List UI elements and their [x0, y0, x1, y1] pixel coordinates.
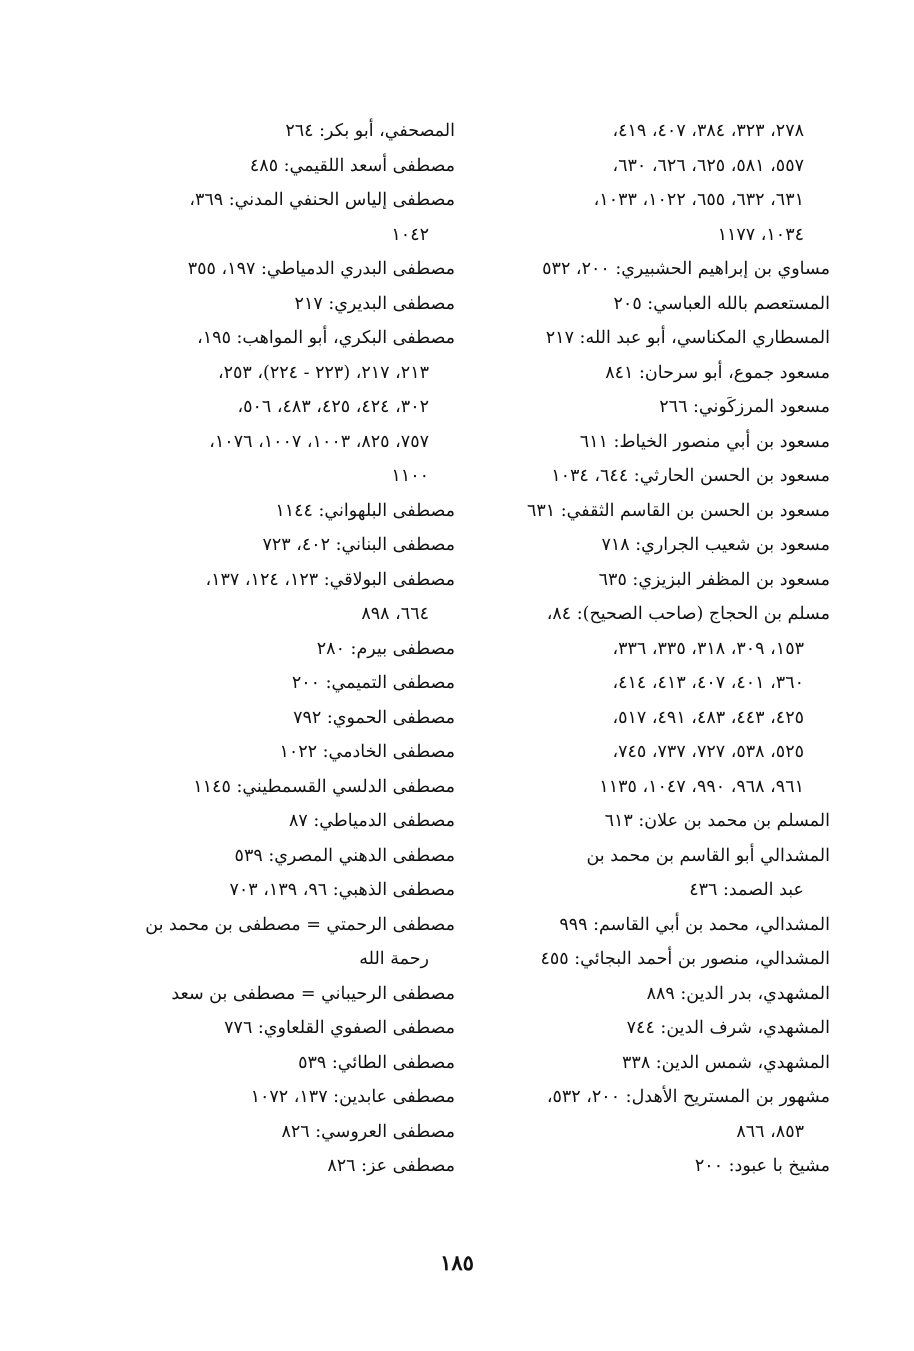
index-entry-line: مصطفى التميمي: ٢٠٠	[291, 673, 455, 693]
index-entry-line: ٦٣١، ٦٣٢، ٦٥٥، ١٠٢٢، ١٠٣٣،	[593, 190, 804, 210]
index-entry-line: مصطفى الذهبي: ٩٦، ١٣٩، ٧٠٣	[229, 880, 455, 900]
index-entry-line: ١٠٤٢	[391, 224, 429, 245]
index-entry-line: مساوي بن إبراهيم الحشبيري: ٢٠٠، ٥٣٢	[542, 259, 830, 279]
index-entry-line: مصطفى البديري: ٢١٧	[294, 293, 455, 314]
index-entry-line: مصطفى الصفوي القلعاوي: ٧٧٦	[224, 1018, 455, 1038]
index-entry-line: مصطفى البكري، أبو المواهب: ١٩٥،	[197, 328, 455, 348]
index-entry-line: المشهدي، بدر الدين: ٨٨٩	[646, 983, 830, 1004]
index-entry-line: المشهدي، شرف الدين: ٧٤٤	[626, 1018, 830, 1038]
page-number: ١٨٥	[440, 1250, 474, 1275]
index-entry-line: مسعود بن الحسن بن القاسم الثقفي: ٦٣١	[527, 500, 830, 521]
index-entry-line: مسعود بن أبي منصور الخياط: ٦١١	[579, 431, 830, 452]
index-entry-line: عبد الصمد: ٤٣٦	[689, 880, 804, 900]
index-entry-line: مصطفى الخادمي: ١٠٢٢	[279, 742, 455, 762]
index-entry-line: مشيخ با عبود: ٢٠٠	[694, 1156, 830, 1176]
index-column-right	[490, 114, 830, 1184]
index-entry-line: مسعود بن المظفر البزيزي: ٦٣٥	[598, 569, 830, 590]
index-entry-line: مصطفى البولاقي: ١٢٣، ١٢٤، ١٣٧،	[205, 569, 455, 590]
index-entry-line: مصطفى الرحيباني = مصطفى بن سعد	[171, 983, 455, 1004]
index-entry-line: ٢٧٨، ٣٢٣، ٣٨٤، ٤٠٧، ٤١٩،	[612, 121, 804, 141]
index-entry-line: مسعود بن شعيب الجراري: ٧١٨	[601, 535, 830, 555]
index-entry-line: مصطفى الطائي: ٥٣٩	[298, 1052, 455, 1073]
index-entry-line: ١٥٣، ٣٠٩، ٣١٨، ٣٣٥، ٣٣٦،	[612, 638, 804, 659]
index-entry-line: المستعصم بالله العباسي: ٢٠٥	[613, 293, 830, 314]
index-entry-line: ٥٢٥، ٥٣٨، ٧٢٧، ٧٣٧، ٧٤٥،	[612, 742, 804, 762]
index-entry-line: ٧٥٧، ٨٢٥، ١٠٠٣، ١٠٠٧، ١٠٧٦،	[209, 431, 429, 452]
index-entry-line: مصطفى الدهني المصري: ٥٣٩	[234, 845, 455, 866]
index-entry-line: ١٠٣٤، ١١٧٧	[717, 224, 804, 245]
index-entry-line: ٣٠٢، ٤٢٤، ٤٢٥، ٤٨٣، ٥٠٦،	[237, 397, 429, 417]
index-entry-line: مصطفى أسعد اللقيمي: ٤٨٥	[249, 155, 455, 176]
index-entry-line: المشدالي، محمد بن أبي القاسم: ٩٩٩	[559, 914, 830, 935]
index-entry-line: مسعود جموع، أبو سرحان: ٨٤١	[605, 362, 830, 383]
index-entry-line: ٦٦٤، ٨٩٨	[361, 604, 429, 624]
index-entry-line: مصطفى عابدين: ١٣٧، ١٠٧٢	[250, 1087, 455, 1107]
index-entry-line: مسلم بن الحجاج (صاحب الصحيح): ٨٤،	[546, 604, 830, 624]
index-entry-line: ٤٢٥، ٤٤٣، ٤٨٣، ٤٩١، ٥١٧،	[612, 707, 804, 728]
index-entry-line: ٥٥٧، ٥٨١، ٦٢٥، ٦٢٦، ٦٣٠،	[612, 155, 804, 176]
index-entry-line: ١١٠٠	[391, 466, 429, 486]
index-entry-line: مشهور بن المستريح الأهدل: ٢٠٠، ٥٣٢،	[546, 1087, 830, 1107]
index-entry-line: ٢١٣، ٢١٧، (٢٢٣ - ٢٢٤)، ٢٥٣،	[217, 362, 429, 383]
index-entry-line: مصطفى البلهواني: ١١٤٤	[275, 500, 455, 521]
index-entry-line: المشهدي، شمس الدين: ٣٣٨	[622, 1052, 830, 1073]
index-entry-line: مسعود بن الحسن الحارثي: ٦٤٤، ١٠٣٤	[551, 466, 830, 486]
index-entry-line: المشدالي، منصور بن أحمد البجائي: ٤٥٥	[540, 949, 830, 969]
index-column-left	[100, 114, 455, 1184]
index-entry-line: مصطفى بيرم: ٢٨٠	[316, 638, 455, 659]
index-entry-line: المصحفي، أبو بكر: ٢٦٤	[285, 121, 455, 141]
index-entry-line: المسطاري المكناسي، أبو عبد الله: ٢١٧	[545, 328, 830, 348]
index-entry-line: مصطفى عز: ٨٢٦	[327, 1156, 455, 1176]
index-entry-line: المشدالي أبو القاسم بن محمد بن	[586, 845, 830, 866]
index-entry-line: مصطفى إلياس الحنفي المدني: ٣٦٩،	[189, 190, 455, 210]
index-entry-line: مصطفى العروسي: ٨٢٦	[281, 1121, 455, 1142]
index-entry-line: ٣٦٠، ٤٠١، ٤٠٧، ٤١٣، ٤١٤،	[612, 673, 804, 693]
index-entry-line: مسعود المرزكَوني: ٢٦٦	[659, 397, 830, 417]
index-entry-line: مصطفى الرحمتي = مصطفى بن محمد بن	[145, 914, 455, 935]
index-entry-line: مصطفى البدري الدمياطي: ١٩٧، ٣٥٥	[187, 259, 455, 279]
index-entry-line: ٨٥٣، ٨٦٦	[736, 1121, 804, 1142]
index-entry-line: مصطفى البناني: ٤٠٢، ٧٢٣	[262, 535, 455, 555]
index-entry-line: مصطفى الحموي: ٧٩٢	[293, 707, 455, 728]
index-entry-line: ٩٦١، ٩٦٨، ٩٩٠، ١٠٤٧، ١١٣٥	[599, 776, 804, 797]
index-entry-line: رحمة الله	[359, 949, 429, 969]
index-entry-line: مصطفى الدلسي القسمطيني: ١١٤٥	[193, 776, 455, 797]
index-entry-line: المسلم بن محمد بن علان: ٦١٣	[604, 811, 830, 831]
index-entry-line: مصطفى الدمياطي: ٨٧	[288, 811, 455, 831]
